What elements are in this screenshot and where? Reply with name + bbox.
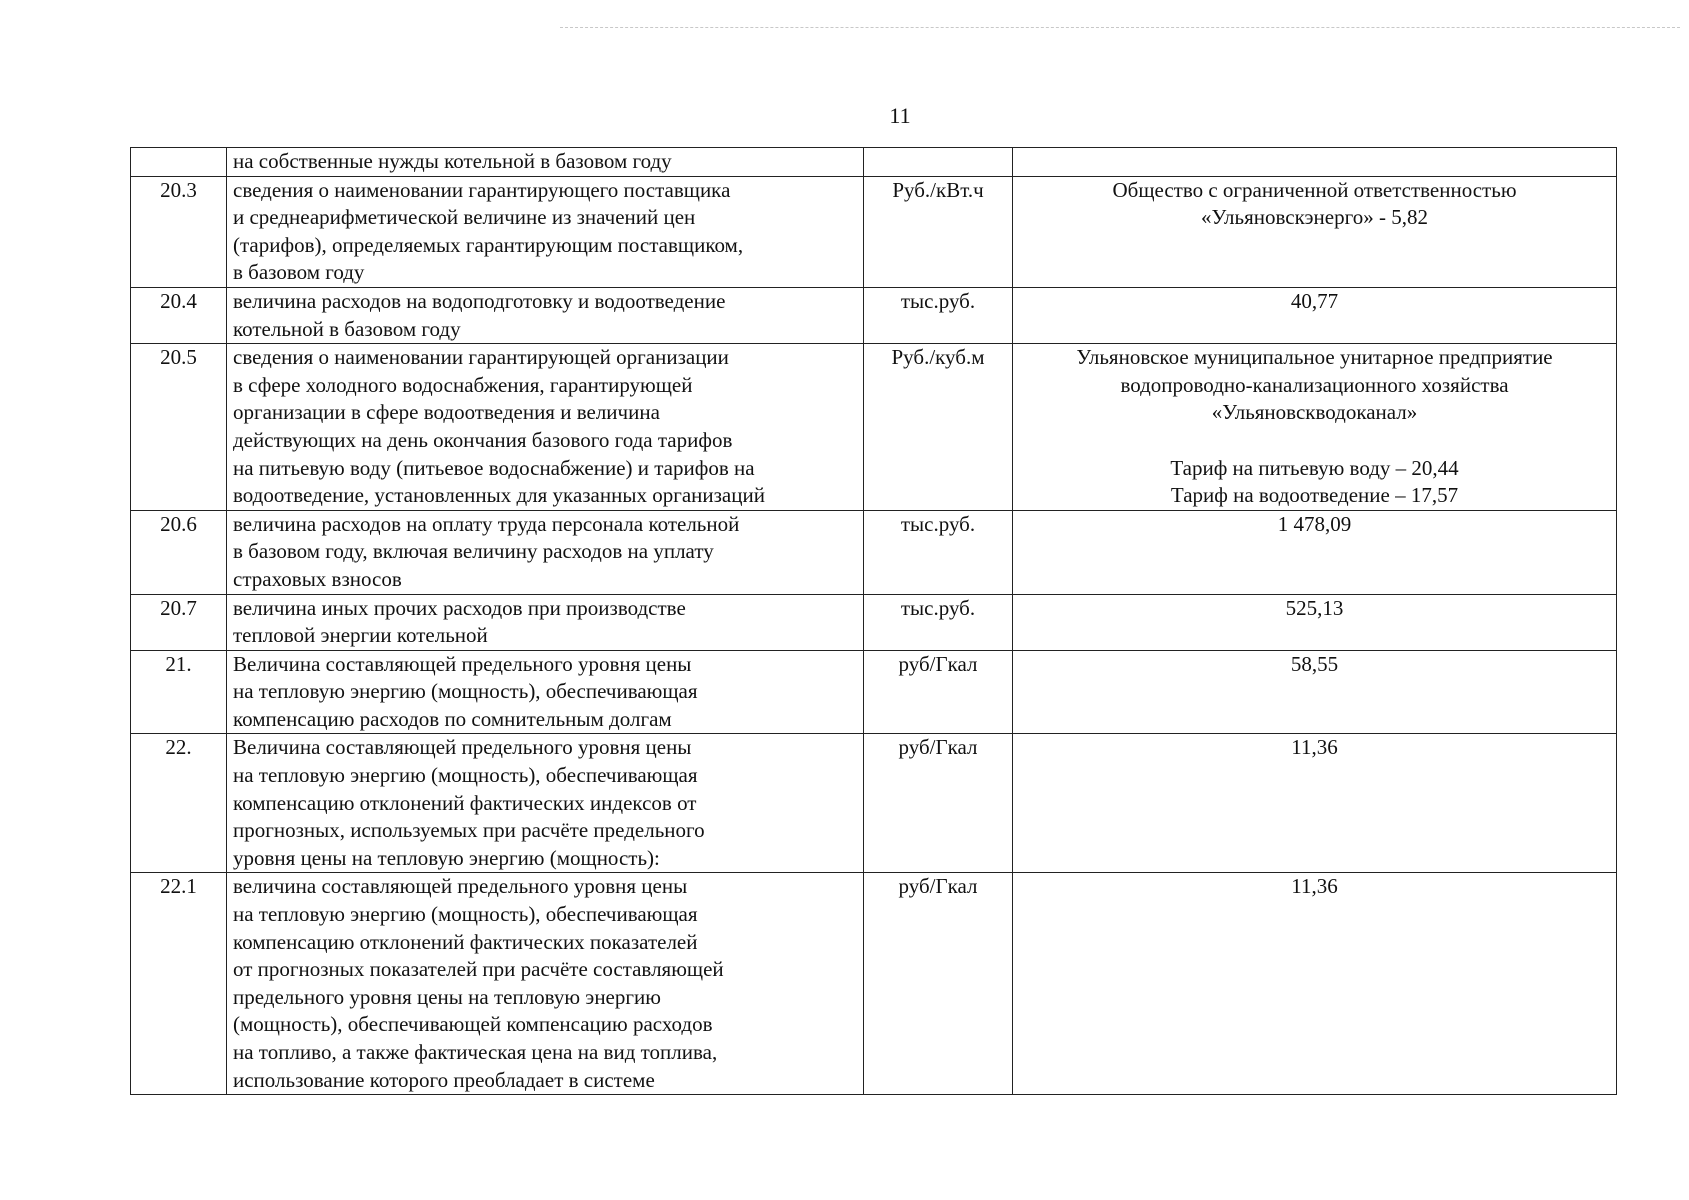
row-value-line: 525,13 [1285,595,1344,620]
row-description-line: (тарифов), определяемых гарантирующим поставщиком, [233,232,744,257]
row-description-line: прогнозных, используемых при расчёте предельного [233,818,705,843]
row-unit-cell [864,650,1013,734]
row-description-cell [227,176,864,287]
table-row [131,287,1617,343]
row-number-cell [131,510,227,594]
row-value-line: 11,36 [1291,874,1338,899]
row-number: 21. [165,651,192,676]
row-description-cell [227,650,864,734]
row-value-cell [1013,873,1617,1095]
row-number: 22.1 [160,874,197,899]
row-number-cell [131,650,227,734]
row-description-line: сведения о наименовании гарантирующей организации [233,345,729,370]
row-description-cell [227,148,864,177]
row-description-cell [227,594,864,650]
row-unit: руб/Гкал [898,874,978,899]
row-unit: тыс.руб. [900,288,976,313]
row-description-cell [227,873,864,1095]
row-description-line: Величина составляющей предельного уровня цены [233,651,692,676]
table-row [131,148,1617,177]
row-value-line: «Ульяновскэнерго» - 5,82 [1201,205,1428,230]
table-row [131,873,1617,1095]
row-unit: руб/Гкал [898,735,978,760]
row-value-line: Тариф на питьевую воду – 20,44 [1170,455,1459,480]
row-value-line: водопроводно-канализационного хозяйства [1120,372,1509,397]
row-number: 20.4 [160,288,197,313]
row-description-cell [227,734,864,873]
row-unit-cell [864,176,1013,287]
row-unit: руб/Гкал [898,651,978,676]
row-unit-cell [864,734,1013,873]
table-row [131,734,1617,873]
row-description-line: компенсацию отклонений фактических показателей [233,929,698,954]
row-description-line: величина иных прочих расходов при производстве [233,595,686,620]
row-unit: Руб./кВт.ч [892,177,984,202]
row-description-line: и среднеарифметической величине из значений цен [233,205,696,230]
row-value-line: «Ульяновскводоканал» [1211,400,1418,425]
row-value-cell [1013,510,1617,594]
row-description-line: в сфере холодного водоснабжения, гарантирующей [233,372,693,397]
row-number-cell [131,873,227,1095]
row-number-cell [131,344,227,511]
table-body [131,148,1617,1095]
row-description-line: (мощность), обеспечивающей компенсацию расходов [233,1012,713,1037]
row-number: 20.7 [160,595,197,620]
row-description-line: на тепловую энергию (мощность), обеспечивающая [233,902,698,927]
row-number: 22. [165,735,192,760]
row-description-line: на тепловую энергию (мощность), обеспечивающая [233,679,698,704]
row-value-line: 11,36 [1291,735,1338,760]
scan-top-rule [560,27,1680,28]
row-description-cell [227,344,864,511]
row-value-cell [1013,287,1617,343]
row-description-line: предельного уровня цены на тепловую энергию [233,984,661,1009]
row-unit-cell [864,287,1013,343]
table-row [131,510,1617,594]
row-value-cell [1013,594,1617,650]
row-unit-cell [864,148,1013,177]
row-description-line: в базовом году [233,260,365,285]
row-description-line: уровня цены на тепловую энергию (мощность): [233,845,660,870]
row-description-line: от прогнозных показателей при расчёте составляющей [233,957,724,982]
row-description-line: на топливо, а также фактическая цена на вид топлива, [233,1040,718,1064]
row-description-line: в базовом году, включая величину расходов на уплату [233,539,714,564]
row-description-line: величина расходов на оплату труда персонала котельной [233,511,740,536]
row-number-cell [131,594,227,650]
row-description-cell [227,510,864,594]
table-row [131,594,1617,650]
row-description-line: использование которого преобладает в системе [233,1067,655,1092]
row-value-spacer [1019,427,1610,455]
row-number-cell [131,287,227,343]
row-value-cell [1013,176,1617,287]
row-value-line: 58,55 [1290,651,1339,676]
row-value-line: Тариф на водоотведение – 17,57 [1170,483,1459,508]
row-description-line: организации в сфере водоотведения и величина [233,400,660,425]
row-unit: тыс.руб. [900,511,976,536]
row-description-line: сведения о наименовании гарантирующего поставщика [233,177,731,202]
table-row [131,344,1617,511]
row-unit-cell [864,344,1013,511]
row-unit: тыс.руб. [900,595,976,620]
row-description-line: страховых взносов [233,566,402,591]
row-description-line: Величина составляющей предельного уровня цены [233,735,692,760]
row-description-line: водоотведение, установленных для указанных организаций [233,483,765,508]
tariff-table [130,147,1617,1095]
row-description-line: тепловой энергии котельной [233,623,488,648]
row-description-line: на тепловую энергию (мощность), обеспечивающая [233,763,698,788]
row-number: 20.3 [160,177,197,202]
row-number: 20.5 [160,345,197,370]
row-number-cell [131,148,227,177]
row-value-line: Ульяновское муниципальное унитарное предприятие [1076,345,1553,370]
row-description-line: на питьевую воду (питьевое водоснабжение) и тарифов на [233,455,755,480]
row-value-cell [1013,734,1617,873]
row-value-cell [1013,148,1617,177]
row-description-line: величина расходов на водоподготовку и водоотведение [233,288,726,313]
row-unit-cell [864,510,1013,594]
page-number: 11 [889,103,911,128]
row-unit-cell [864,873,1013,1095]
row-value-line: 40,77 [1290,288,1339,313]
row-number-cell [131,734,227,873]
row-value-line: Общество с ограниченной ответственностью [1112,177,1517,202]
row-description-line: компенсацию отклонений фактических индексов от [233,790,697,815]
row-unit: Руб./куб.м [891,345,985,370]
row-description-line: компенсацию расходов по сомнительным долгам [233,706,672,731]
row-description-cell [227,287,864,343]
row-description-line: величина составляющей предельного уровня цены [233,874,688,899]
row-description-line: на собственные нужды котельной в базовом году [233,149,672,173]
row-description-line: действующих на день окончания базового года тарифов [233,427,733,452]
row-value-cell [1013,344,1617,511]
row-value-cell [1013,650,1617,734]
row-number-cell [131,176,227,287]
row-description-line: котельной в базовом году [233,316,461,341]
table-row [131,176,1617,287]
row-value-line: 1 478,09 [1277,511,1352,536]
row-number: 20.6 [160,511,197,536]
table-row [131,650,1617,734]
row-unit-cell [864,594,1013,650]
